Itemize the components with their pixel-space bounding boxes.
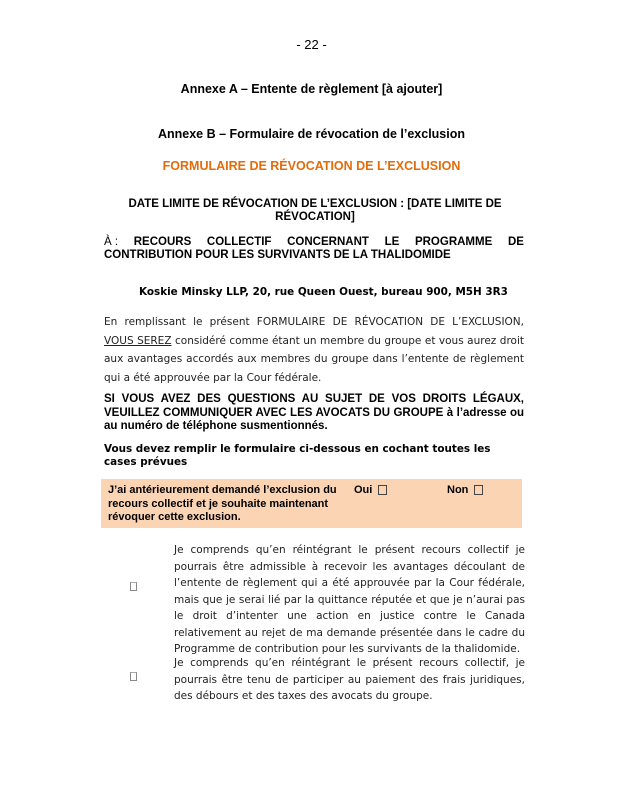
annexe-b-heading: Annexe B – Formulaire de révocation de l’exclusion [157, 127, 466, 141]
questions-bold: SI VOUS AVEZ DES QUESTIONS AU SUJET DE VOS DROITS LÉGAUX, VEUILLEZ COMMUNIQUER AVEC LES AVOCATS DU GROUPE [104, 393, 524, 419]
annexe-a-heading: Annexe A – Entente de règlement [à ajouter] [180, 82, 443, 96]
recipient-word: CONCERNANT [287, 236, 369, 248]
intro-underlined: VOUS SEREZ [104, 334, 172, 347]
no-label: Non [447, 484, 469, 496]
acknowledgement-checkbox-1[interactable] [130, 582, 137, 591]
revocation-question-row [101, 479, 522, 528]
questions-paragraph [104, 393, 524, 434]
recipient-word: LE [384, 236, 400, 248]
acknowledgement-1: Je comprends qu’en réintégrant le présent recours collectif je pourrais être admissible à recevoir les avantages découlant de l’entente de règlement qui a été approuvée par la Cour fédérale, mais que je serai lié par la quittance réputée et que je n’aurai pas le droit d’intenter une action en justice contre le Canada relativement au rejet de ma demande présentée dans le cadre du Programme de contribution pour les survivants de la thalidomide. [174, 544, 525, 655]
yes-option[interactable] [354, 484, 387, 496]
page-number: - 22 - [296, 37, 327, 52]
intro-paragraph [104, 313, 524, 387]
recipient-word: RECOURS [133, 236, 192, 248]
recipient-word: COLLECTIF [206, 236, 272, 248]
recipient-line-2: CONTRIBUTION POUR LES SURVIVANTS DE LA THALIDOMIDE [104, 249, 451, 261]
no-checkbox[interactable] [474, 485, 483, 495]
revocation-deadline: DATE LIMITE DE RÉVOCATION DE L’EXCLUSION : [DATE LIMITE DE RÉVOCATION] [128, 198, 502, 223]
yes-label: Oui [354, 484, 373, 496]
intro-text-after: considéré comme étant un membre du groupe et vous aurez droit aux avantages accordés aux membres du groupe dans l’entente de règlement qui a été approuvée par la Cour fédérale. [104, 334, 524, 384]
intro-text-before: En remplissant le présent FORMULAIRE DE RÉVOCATION DE L’EXCLUSION, [104, 316, 524, 328]
recipient-word: DE [507, 236, 524, 248]
recipient-prefix: À : [104, 236, 119, 248]
recipient-word: PROGRAMME [414, 236, 493, 248]
no-option[interactable] [447, 484, 483, 496]
law-firm-address: Koskie Minsky LLP, 20, rue Queen Ouest, bureau 900, M5H 3R3 [139, 286, 508, 298]
revocation-statement: J’ai antérieurement demandé l’exclusion du recours collectif et je souhaite maintenant révoquer cette exclusion. [108, 484, 337, 523]
acknowledgement-checkbox-2[interactable] [130, 672, 137, 681]
recipient-line-1 [104, 236, 524, 249]
form-instructions: Vous devez remplir le formulaire ci-dessous en cochant toutes les cases prévues [104, 443, 491, 468]
yes-checkbox[interactable] [378, 485, 387, 495]
form-title: FORMULAIRE DE RÉVOCATION DE L’EXCLUSION [162, 159, 461, 173]
recipient-block [104, 236, 524, 262]
questions-rest: à l’adresse ou au numéro de téléphone susmentionnés. [104, 406, 524, 432]
acknowledgement-2: Je comprends qu’en réintégrant le présent recours collectif, je pourrais être tenu de participer au paiement des frais juridiques, des débours et des taxes des avocats du groupe. [174, 657, 525, 702]
